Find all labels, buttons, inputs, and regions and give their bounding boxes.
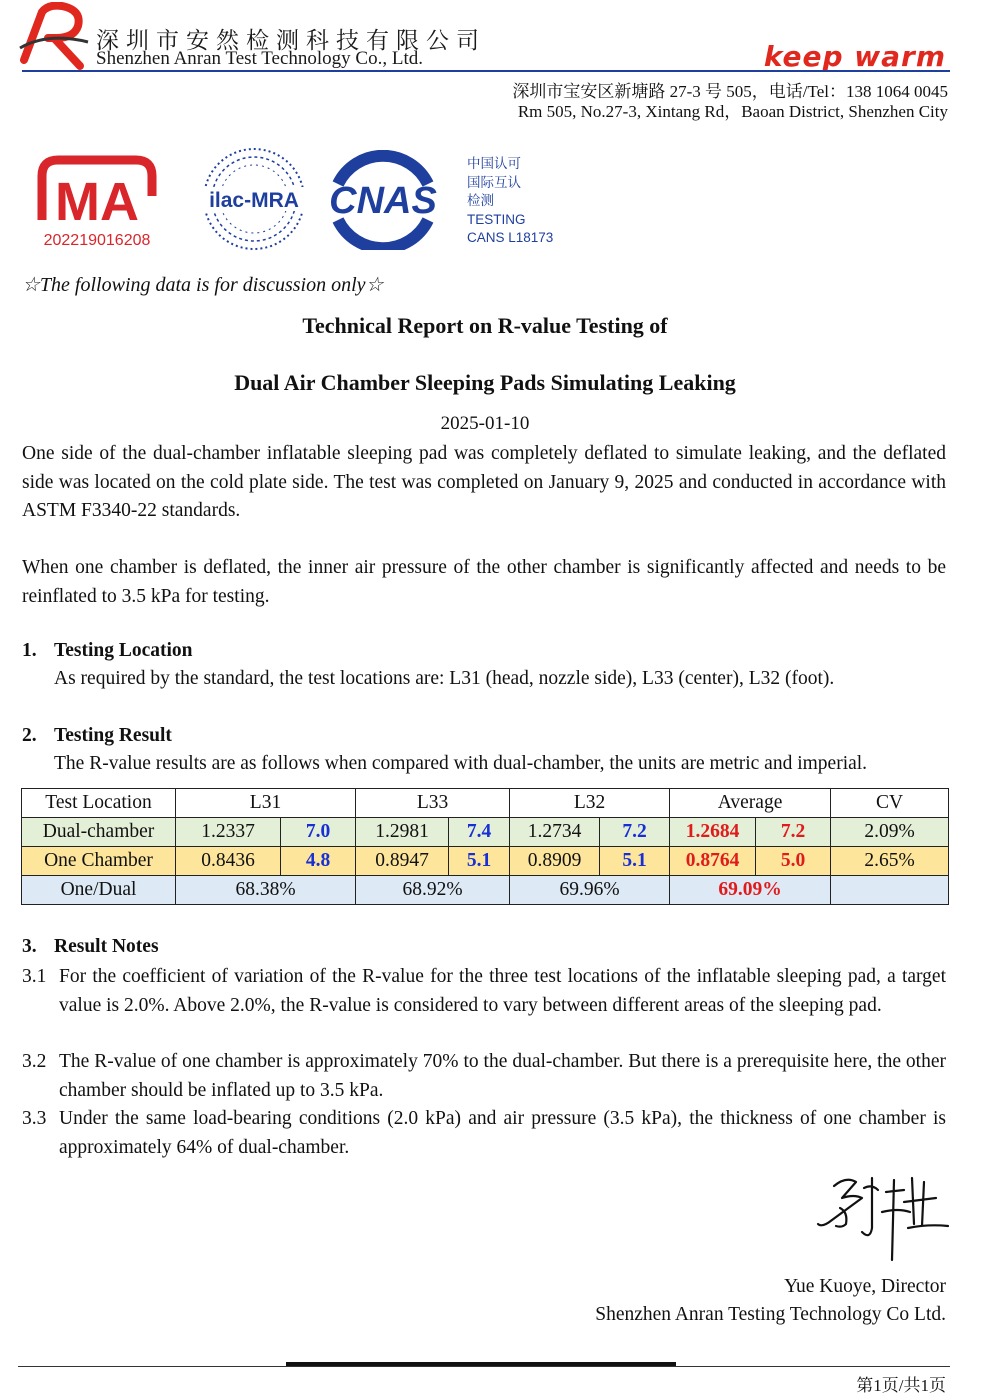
header-divider (22, 70, 950, 72)
note-number: 3.2 (22, 1051, 47, 1072)
cv-value (831, 876, 949, 905)
report-title-line2: Dual Air Chamber Sleeping Pads Simulating Leaking (234, 370, 736, 395)
ma-logo-text: MA (55, 172, 139, 232)
brand-wordmark: keep warm (763, 40, 946, 73)
metric-value: 1.2734 (510, 818, 600, 847)
ratio-value: 69.96% (510, 876, 670, 905)
ratio-value: 68.92% (356, 876, 510, 905)
page-number: 第1页/共1页 (856, 1376, 946, 1395)
note-text: For the coefficient of variation of the R-value for the three test locations of the inflatable sleeping pad, a target value is 2.0%. Above 2.0%, the R-value is considered to vary between different areas of the sleeping pad. (59, 966, 946, 1016)
company-name-cn: 深圳市安然检测科技有限公司 (96, 28, 486, 53)
average-imperial-value: 7.2 (756, 818, 831, 847)
footer-accent-bar (286, 1362, 676, 1366)
table-header-cell: L32 (510, 789, 670, 818)
section-3-heading (22, 936, 159, 958)
ratio-value: 68.38% (176, 876, 356, 905)
imperial-value: 7.0 (281, 818, 356, 847)
average-ratio-value: 69.09% (670, 876, 831, 905)
section-title: Result Notes (54, 936, 159, 957)
note-number: 3.1 (22, 966, 47, 987)
cv-value: 2.09% (831, 818, 949, 847)
section-title: Testing Result (54, 725, 172, 746)
metric-value: 1.2337 (176, 818, 281, 847)
cnas-accreditation-text (467, 155, 553, 248)
imperial-value: 7.2 (600, 818, 670, 847)
table-header-row (22, 789, 949, 818)
signer-name: Yue Kuoye, Director (784, 1276, 946, 1297)
row-label: Dual-chamber (22, 818, 176, 847)
cnas-line: TESTING (467, 211, 526, 227)
row-label: One Chamber (22, 847, 176, 876)
section-1-body: As required by the standard, the test locations are: L31 (head, nozzle side), L33 (center), L32 (foot). (54, 668, 835, 689)
handwritten-signature-icon (812, 1168, 952, 1264)
ma-certificate-number: 202219016208 (43, 232, 151, 249)
address-cn: 深圳市宝安区新塘路 27-3 号 505，电话/Tel：138 1064 0045 (512, 82, 948, 101)
disclaimer: ☆The following data is for discussion only☆ (22, 274, 384, 296)
section-number: 3. (22, 936, 37, 957)
imperial-value: 7.4 (449, 818, 510, 847)
cnas-line: 国际互认 (467, 174, 521, 190)
cnas-line: 中国认可 (467, 156, 521, 171)
metric-value: 0.8909 (510, 847, 600, 876)
table-header-cell: L33 (356, 789, 510, 818)
metric-value: 1.2981 (356, 818, 449, 847)
average-metric-value: 1.2684 (670, 818, 756, 847)
note-text: Under the same load-bearing conditions (2.0 kPa) and air pressure (3.5 kPa), the thickness of one chamber is approximately 64% of dual-chamber. (59, 1108, 946, 1158)
section-2-body: The R-value results are as follows when compared with dual-chamber, the units are metric and imperial. (54, 753, 868, 774)
result-note (22, 1048, 946, 1105)
section-title: Testing Location (54, 640, 193, 661)
average-metric-value: 0.8764 (670, 847, 756, 876)
result-note (22, 1105, 946, 1162)
cnas-logo-icon (318, 150, 448, 250)
report-title-line1: Technical Report on R-value Testing of (302, 313, 668, 338)
cnas-line: 检测 (467, 193, 494, 208)
table-row-one-dual-ratio (22, 876, 949, 905)
table-header-cell: Average (670, 789, 831, 818)
cv-value: 2.65% (831, 847, 949, 876)
cnas-logo-text: CNAS (329, 180, 437, 222)
note-number: 3.3 (22, 1108, 47, 1129)
ilac-logo-text: ilac-MRA (209, 189, 299, 212)
table-header-cell: L31 (176, 789, 356, 818)
signer-organization: Shenzhen Anran Testing Technology Co Ltd. (595, 1304, 946, 1325)
imperial-value: 5.1 (600, 847, 670, 876)
intro-paragraph-2: When one chamber is deflated, the inner air pressure of the other chamber is significantly affected and needs to be reinflated to 3.5 kPa for testing. (22, 557, 946, 607)
section-2-heading (22, 725, 172, 747)
row-label: One/Dual (22, 876, 176, 905)
table-header-cell: CV (831, 789, 949, 818)
table-header-cell: Test Location (22, 789, 176, 818)
cnas-line: CANS L18173 (467, 230, 554, 245)
note-text: The R-value of one chamber is approximately 70% to the dual-chamber. But there is a prerequisite here, the other chamber should be inflated up to 3.5 kPa. (59, 1051, 946, 1101)
table-row-dual-chamber (22, 818, 949, 847)
section-number: 1. (22, 640, 37, 661)
footer-divider (18, 1366, 950, 1367)
intro-paragraph-1: One side of the dual-chamber inflatable sleeping pad was completely deflated to simulate leaking, and the deflated side was located on the cold plate side. The test was completed on January 9, 2025 and conducted in accordance with ASTM F3340-22 standards. (22, 443, 946, 521)
imperial-value: 4.8 (281, 847, 356, 876)
average-imperial-value: 5.0 (756, 847, 831, 876)
ilac-mra-logo-icon (196, 143, 312, 255)
table-row-one-chamber (22, 847, 949, 876)
report-date: 2025-01-10 (440, 413, 530, 434)
company-logo-icon (18, 2, 90, 72)
metric-value: 0.8436 (176, 847, 281, 876)
section-number: 2. (22, 725, 37, 746)
result-note (22, 963, 946, 1020)
r-value-results-table (21, 788, 949, 905)
company-name-en: Shenzhen Anran Test Technology Co., Ltd. (96, 48, 423, 69)
metric-value: 0.8947 (356, 847, 449, 876)
section-1-heading (22, 640, 193, 662)
imperial-value: 5.1 (449, 847, 510, 876)
address-en: Rm 505, No.27-3, Xintang Rd，Baoan District, Shenzhen City (517, 102, 948, 121)
